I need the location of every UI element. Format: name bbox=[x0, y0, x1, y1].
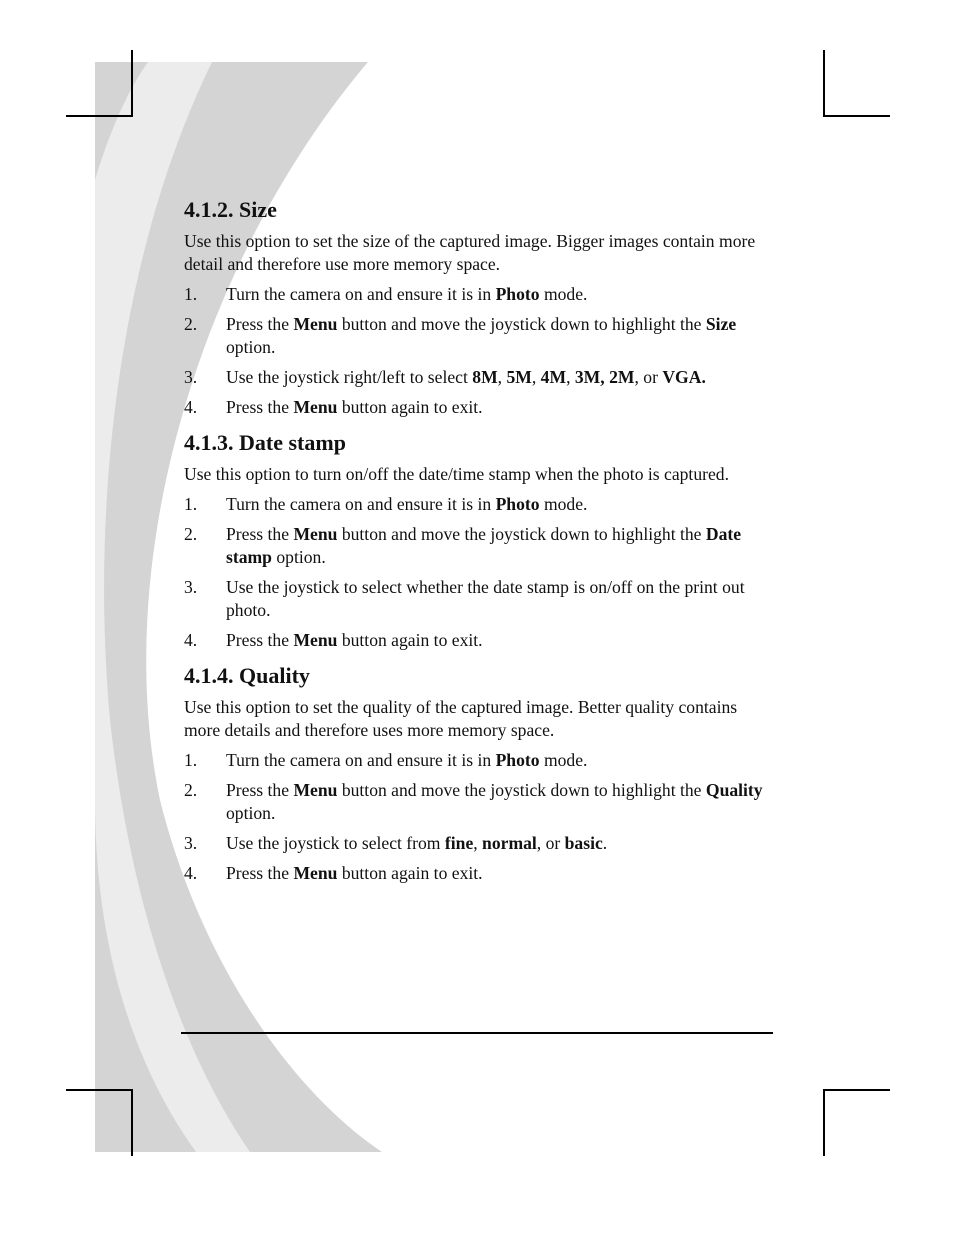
step-text-run: Turn the camera on and ensure it is in bbox=[226, 284, 496, 304]
step-number: 2. bbox=[184, 524, 198, 544]
step-text-run: button again to exit. bbox=[337, 630, 483, 650]
section-intro: Use this option to set the size of the captured image. Bigger images contain more detail and therefore use more memory space. bbox=[184, 231, 756, 274]
step-text bbox=[226, 577, 745, 620]
section-heading: 4.1.2. Size bbox=[184, 197, 277, 222]
step-text-run: . bbox=[602, 833, 608, 853]
footer-rule bbox=[181, 1032, 773, 1034]
step-number: 3. bbox=[184, 577, 198, 597]
step-text bbox=[226, 494, 587, 514]
step-text-run: , or bbox=[634, 367, 663, 387]
step-text-run: Use the joystick to select from bbox=[226, 833, 445, 853]
bold-term: Photo bbox=[495, 750, 540, 770]
step-text-run: Press the bbox=[226, 314, 294, 334]
step-number: 1. bbox=[184, 284, 198, 304]
bold-term: VGA. bbox=[662, 367, 706, 387]
bold-term: 5M bbox=[506, 367, 532, 387]
list-item bbox=[184, 862, 774, 885]
step-text bbox=[226, 284, 587, 304]
list-item bbox=[184, 749, 774, 772]
section-heading: 4.1.3. Date stamp bbox=[184, 430, 346, 455]
bold-term: 4M bbox=[540, 367, 567, 387]
step-text-run: button and move the joystick down to highlight the bbox=[337, 314, 706, 334]
bold-term: basic bbox=[564, 833, 603, 853]
list-item bbox=[184, 629, 774, 652]
list-item bbox=[184, 313, 774, 359]
bold-term: Menu bbox=[293, 314, 338, 334]
list-item bbox=[184, 396, 774, 419]
bold-term: Photo bbox=[495, 284, 540, 304]
bold-term: Menu bbox=[293, 780, 338, 800]
step-text bbox=[226, 863, 483, 883]
step-text-run: option. bbox=[226, 803, 276, 823]
step-text bbox=[226, 630, 483, 650]
step-text-run: Press the bbox=[226, 630, 294, 650]
step-number: 2. bbox=[184, 780, 198, 800]
step-text bbox=[226, 397, 483, 417]
step-text bbox=[226, 833, 607, 853]
bold-term: Size bbox=[705, 314, 737, 334]
step-text-run: option. bbox=[271, 547, 326, 567]
bold-term: normal bbox=[482, 833, 537, 853]
step-text-run: Turn the camera on and ensure it is in bbox=[226, 750, 496, 770]
steps-list bbox=[184, 283, 774, 419]
step-number: 4. bbox=[184, 397, 198, 417]
step-number: 4. bbox=[184, 630, 198, 650]
list-item bbox=[184, 283, 774, 306]
bold-term: Quality bbox=[705, 780, 763, 800]
step-text-run: Use the joystick to select whether the date stamp is on/off on the print out photo. bbox=[226, 577, 745, 620]
step-text-run: , or bbox=[536, 833, 565, 853]
bold-term: Menu bbox=[293, 524, 338, 544]
step-text bbox=[226, 780, 763, 823]
step-text-run: Press the bbox=[226, 524, 294, 544]
step-text-run: button again to exit. bbox=[337, 397, 483, 417]
list-item bbox=[184, 493, 774, 516]
step-text-run: Press the bbox=[226, 780, 294, 800]
list-item bbox=[184, 523, 774, 569]
section-date-stamp bbox=[184, 429, 774, 652]
section-heading: 4.1.4. Quality bbox=[184, 663, 310, 688]
section-intro: Use this option to turn on/off the date/time stamp when the photo is captured. bbox=[184, 464, 729, 484]
step-text-run: option. bbox=[226, 337, 276, 357]
bold-term: 3M, 2M bbox=[574, 367, 635, 387]
step-text bbox=[226, 750, 587, 770]
bold-term: 8M bbox=[472, 367, 498, 387]
step-text-run: Press the bbox=[226, 863, 294, 883]
step-text-run: , bbox=[473, 833, 483, 853]
bold-term: Menu bbox=[293, 397, 338, 417]
list-item bbox=[184, 576, 774, 622]
step-text-run: mode. bbox=[539, 750, 588, 770]
bold-term: fine bbox=[444, 833, 474, 853]
bold-term: Menu bbox=[293, 630, 338, 650]
step-text-run: button and move the joystick down to highlight the bbox=[337, 524, 706, 544]
step-text-run: , bbox=[497, 367, 507, 387]
section-quality bbox=[184, 662, 774, 885]
step-text-run: button and move the joystick down to highlight the bbox=[337, 780, 706, 800]
step-number: 3. bbox=[184, 367, 198, 387]
step-text-run: mode. bbox=[539, 284, 588, 304]
step-text-run: Turn the camera on and ensure it is in bbox=[226, 494, 496, 514]
step-number: 1. bbox=[184, 494, 198, 514]
step-text-run: button again to exit. bbox=[337, 863, 483, 883]
step-text bbox=[226, 314, 736, 357]
step-number: 2. bbox=[184, 314, 198, 334]
section-size bbox=[184, 196, 774, 419]
step-number: 4. bbox=[184, 863, 198, 883]
step-text bbox=[226, 524, 741, 567]
bold-term: Photo bbox=[495, 494, 540, 514]
step-text-run: mode. bbox=[539, 494, 588, 514]
step-text bbox=[226, 367, 706, 387]
section-intro: Use this option to set the quality of the captured image. Better quality contains more details and therefore uses more memory space. bbox=[184, 697, 738, 740]
page-content bbox=[184, 196, 774, 895]
list-item bbox=[184, 779, 774, 825]
step-text-run: , bbox=[566, 367, 575, 387]
list-item bbox=[184, 832, 774, 855]
step-text-run: , bbox=[531, 367, 541, 387]
step-number: 1. bbox=[184, 750, 198, 770]
steps-list bbox=[184, 749, 774, 885]
step-number: 3. bbox=[184, 833, 198, 853]
step-text-run: Use the joystick right/left to select bbox=[226, 367, 473, 387]
bold-term: Menu bbox=[293, 863, 338, 883]
step-text-run: Press the bbox=[226, 397, 294, 417]
steps-list bbox=[184, 493, 774, 652]
list-item bbox=[184, 366, 774, 389]
bold-term: Date stamp bbox=[226, 524, 742, 567]
